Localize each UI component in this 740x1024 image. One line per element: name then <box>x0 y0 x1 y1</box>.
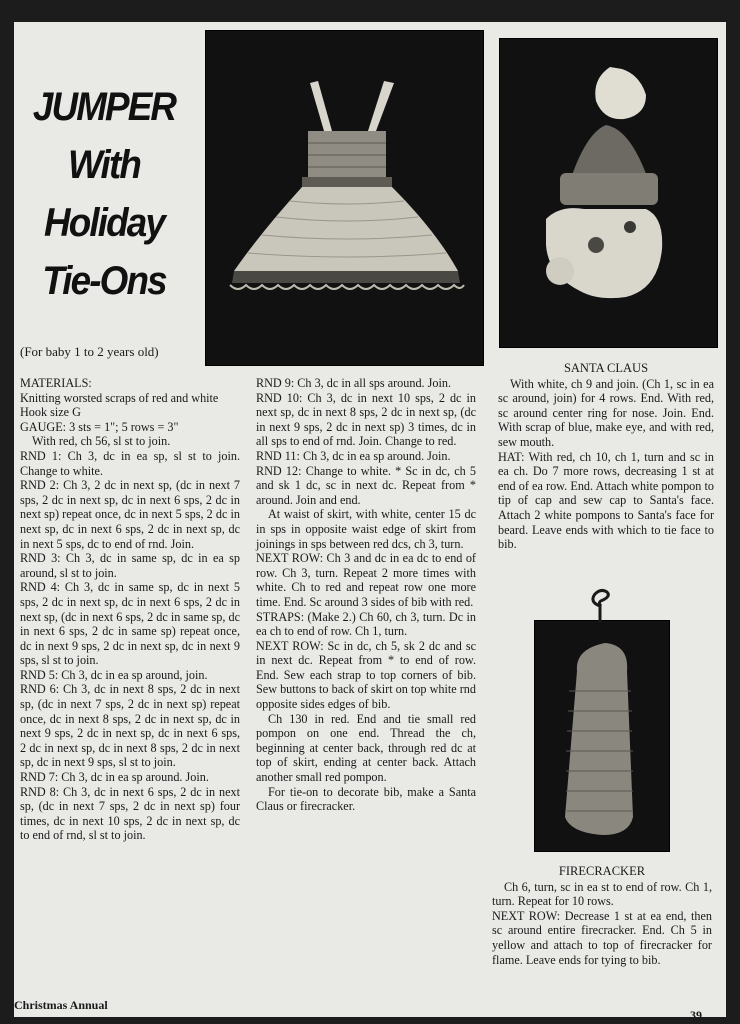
paragraph: NEXT ROW: Decrease 1 st at ea end, then sc around entire firecracker. End. Ch 5 in yellow and attach to top of firecracker for flame. Leave ends for tying to bib. <box>492 908 712 967</box>
paragraph: RND 9: Ch 3, dc in all sps around. Join. <box>256 376 451 390</box>
paragraph: At waist of skirt, with white, center 15 dc in sps in opposite waist edge of skirt from joinings in sps between red dcs, ch 3, turn. <box>256 507 476 551</box>
paragraph: Ch 6, turn, sc in ea st to end of row. Ch 1, turn. Repeat for 10 rows. <box>492 879 712 909</box>
firecracker-flame-icon <box>585 586 615 622</box>
paragraph: STRAPS: (Make 2.) Ch 60, ch 3, turn. Dc in ea ch to end of row. Ch 1, turn. <box>256 609 476 639</box>
paragraph: RND 2: Ch 3, 2 dc in next sp, (dc in next 7 sps, 2 dc in next sp, dc in next 6 sps, 2 dc in next sp) repeat once, dc in next 5 sps, 2 dc in next sp, dc in next 6 sps, 2 dc in next sp, dc in next 5 sps, dc to end of rnd. Join. <box>20 478 240 551</box>
paragraph: With red, ch 56, sl st to join. <box>32 434 171 449</box>
paragraph: NEXT ROW: Sc in dc, ch 5, sk 2 dc and sc in next dc. Repeat from * to end of row. End. Sew each strap to top corners of bib. Sew buttons to back of skirt on top white rnd opposite sides edges of bib. <box>256 638 476 712</box>
paragraph: GAUGE: 3 sts = 1"; 5 rows = 3" <box>20 419 179 434</box>
paragraph: For tie-on to decorate bib, make a Santa Claus or firecracker. <box>256 784 476 814</box>
paragraph: RND 12: Change to white. * Sc in dc, ch 5 and sk 1 dc, sc in next dc. Repeat from * around. Join and end. <box>256 463 476 507</box>
title-line-2: With <box>67 143 141 187</box>
firecracker-photo <box>534 620 670 852</box>
title-line-4: Tie-Ons <box>42 259 166 303</box>
paragraph: RND 8: Ch 3, dc in next 6 sps, 2 dc in next sp, (dc in next 7 sps, 2 dc in next sp) four times, dc in next 10 sps, 2 dc in next sp, dc to end of rnd, sl st to join. <box>20 784 240 843</box>
instructions-column-1 <box>20 376 240 843</box>
page-number: 39 <box>690 1008 702 1022</box>
instructions-column-2 <box>256 376 476 814</box>
firecracker-section <box>492 864 712 967</box>
santa-claus-photo <box>499 38 718 348</box>
article-subtitle: (For baby 1 to 2 years old) <box>20 344 159 359</box>
paragraph: Knitting worsted scraps of red and white <box>20 390 219 405</box>
santa-claus-caption: SANTA CLAUS <box>563 361 649 375</box>
title-line-3: Holiday <box>43 201 165 245</box>
paragraph: RND 10: Ch 3, dc in next 10 sps, 2 dc in next sp, dc in next 8 sps, 2 dc in next sp, (dc in next 9 sps, 2 dc in next sp) 3 times, dc in all sps to end of rnd. Join. Change to red. <box>256 390 476 449</box>
paragraph: RND 6: Ch 3, dc in next 8 sps, 2 dc in next sp, (dc in next 7 sps, 2 dc in next sp) repeat once, dc in next 8 sps, 2 dc in next sp, dc in next 9 sps, 2 dc in next sp, dc in next 6 sps, 2 dc in next sp, dc in next 8 sps, 2 dc in next sp, dc in next 9 sps, sl st to join. <box>20 682 240 770</box>
materials-heading: MATERIALS: <box>20 376 92 390</box>
paragraph: RND 7: Ch 3, dc in ea sp around. Join. <box>20 770 209 785</box>
santa-claus-section <box>498 361 714 552</box>
paragraph: RND 11: Ch 3, dc in ea sp around. Join. <box>256 448 451 463</box>
firecracker-caption: FIRECRACKER <box>558 864 646 878</box>
paragraph: NEXT ROW: Ch 3 and dc in ea dc to end of row. Ch 3, turn. Repeat 2 more times with white. Ch to red and repeat row one more time. End. Sc around 3 sides of bib with red. <box>256 551 476 609</box>
paragraph: Ch 130 in red. End and tie small red pompon on one end. Thread the ch, beginning at center back, through red dc at top of skirt, ending at center back. Attach another small red pompon. <box>256 711 476 785</box>
paragraph: RND 1: Ch 3, dc in ea sp, sl st to join. Change to white. <box>20 448 240 478</box>
article-title <box>21 78 187 310</box>
paragraph: With white, ch 9 and join. (Ch 1, sc in ea sc around, join) for 4 rows. End. With red, sc around center ring for nose. Join. End. With scrap of blue, make eye, and with red, sew mouth. <box>498 376 714 449</box>
paragraph: RND 4: Ch 3, dc in same sp, dc in next 5 sps, 2 dc in next sp, dc in next 6 sps, 2 dc in next sp, (dc in next 6 sps, 2 dc in same sp, dc in next 6 sps, 2 dc in same sp) repeat once, dc in next 9 sps, 2 dc in next sp, dc in next 9 sps, sl st to join. <box>20 580 240 668</box>
paragraph: HAT: With red, ch 10, ch 1, turn and sc in ea ch. Do 7 more rows, decreasing 1 st at end of ea row. End. Attach white pompon to tip of cap and sew cap to Santa's face. Attach 2 white pompons to Santa's face for beard. Leave ends with which to tie face to bib. <box>498 449 714 552</box>
paragraph: RND 5: Ch 3, dc in ea sp around, join. <box>20 667 208 682</box>
paragraph: Hook size G <box>20 405 81 420</box>
jumper-photo <box>205 30 484 366</box>
title-line-1: JUMPER <box>32 85 176 129</box>
paragraph: RND 3: Ch 3, dc in same sp, dc in ea sp around, sl st to join. <box>20 551 240 580</box>
publication-name: Christmas Annual <box>14 998 108 1012</box>
